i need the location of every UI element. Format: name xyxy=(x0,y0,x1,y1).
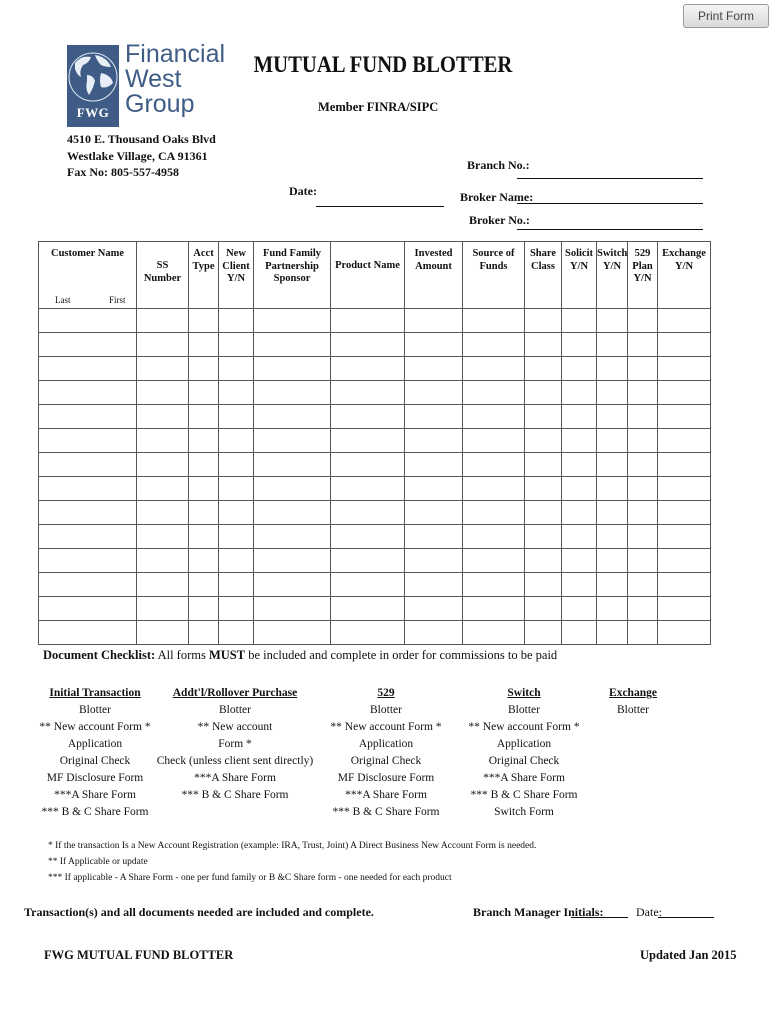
table-cell[interactable] xyxy=(525,621,562,645)
table-cell[interactable] xyxy=(254,477,331,501)
table-cell[interactable] xyxy=(628,309,658,333)
table-cell[interactable] xyxy=(463,429,525,453)
table-cell[interactable] xyxy=(137,429,189,453)
checklist-item: Form * xyxy=(218,738,252,750)
table-row xyxy=(39,405,711,429)
table-cell[interactable] xyxy=(331,621,405,645)
table-cell[interactable] xyxy=(658,525,711,549)
table-cell[interactable] xyxy=(562,453,597,477)
table-cell[interactable] xyxy=(137,309,189,333)
table-cell[interactable] xyxy=(525,357,562,381)
table-row xyxy=(39,501,711,525)
checklist-item: Application xyxy=(358,738,414,750)
checklist-item: *** B & C Share Form xyxy=(41,806,149,818)
table-cell[interactable] xyxy=(405,621,463,645)
column-header xyxy=(331,242,405,309)
table-cell[interactable] xyxy=(137,525,189,549)
table-cell[interactable] xyxy=(405,429,463,453)
table-cell[interactable] xyxy=(331,501,405,525)
checklist-column xyxy=(135,685,335,804)
table-cell[interactable] xyxy=(39,477,137,501)
table-cell[interactable] xyxy=(137,573,189,597)
table-cell[interactable] xyxy=(525,477,562,501)
checklist-item: ** New account xyxy=(197,721,273,733)
table-cell[interactable] xyxy=(628,525,658,549)
checklist-item: ***A Share Form xyxy=(194,772,276,784)
table-cell[interactable] xyxy=(189,477,219,501)
column-header xyxy=(137,242,189,309)
table-cell[interactable] xyxy=(137,453,189,477)
column-header-label: Product Name xyxy=(335,260,400,271)
table-cell[interactable] xyxy=(628,549,658,573)
checklist-item: ***A Share Form xyxy=(54,789,136,801)
print-form-button[interactable]: Print Form xyxy=(683,4,769,28)
table-cell[interactable] xyxy=(219,333,254,357)
table-cell[interactable] xyxy=(39,549,137,573)
checklist-item: Switch Form xyxy=(494,806,554,818)
manager-initials-field[interactable] xyxy=(571,917,628,918)
table-cell[interactable] xyxy=(525,381,562,405)
table-cell[interactable] xyxy=(405,525,463,549)
confirmation-text: Transaction(s) and all documents needed are included and complete. xyxy=(24,905,374,919)
table-cell[interactable] xyxy=(331,357,405,381)
table-cell[interactable] xyxy=(331,525,405,549)
table-cell[interactable] xyxy=(254,357,331,381)
table-cell[interactable] xyxy=(331,549,405,573)
table-cell[interactable] xyxy=(658,429,711,453)
table-cell[interactable] xyxy=(189,549,219,573)
table-cell[interactable] xyxy=(137,477,189,501)
table-cell[interactable] xyxy=(254,381,331,405)
table-cell[interactable] xyxy=(525,573,562,597)
branch-no-label: Branch No.: xyxy=(467,158,530,172)
checklist-text: All forms xyxy=(155,648,209,662)
table-cell[interactable] xyxy=(189,405,219,429)
first-name-label: First xyxy=(109,294,126,305)
table-cell[interactable] xyxy=(463,621,525,645)
column-header xyxy=(628,242,658,309)
table-cell[interactable] xyxy=(658,453,711,477)
table-cell[interactable] xyxy=(137,549,189,573)
table-cell[interactable] xyxy=(405,381,463,405)
table-cell[interactable] xyxy=(219,477,254,501)
checklist-item: ***A Share Form xyxy=(345,789,427,801)
member-text: Member FINRA/SIPC xyxy=(318,100,439,114)
table-cell[interactable] xyxy=(219,621,254,645)
address-line: 4510 E. Thousand Oaks Blvd xyxy=(67,132,216,146)
table-cell[interactable] xyxy=(562,477,597,501)
checklist-item: Check (unless client sent directly) xyxy=(156,755,314,767)
footnotes xyxy=(48,838,536,886)
checklist-item: Original Check xyxy=(350,755,422,767)
manager-initials-label: Branch Manager Initials: xyxy=(473,905,604,919)
table-cell[interactable] xyxy=(254,525,331,549)
checklist-item: MF Disclosure Form xyxy=(46,772,144,784)
checklist-item: MF Disclosure Form xyxy=(337,772,435,784)
table-cell[interactable] xyxy=(39,405,137,429)
table-cell[interactable] xyxy=(137,501,189,525)
table-cell[interactable] xyxy=(137,405,189,429)
table-cell[interactable] xyxy=(597,573,628,597)
table-cell[interactable] xyxy=(39,429,137,453)
checklist-item: Original Check xyxy=(59,755,131,767)
table-cell[interactable] xyxy=(189,429,219,453)
table-cell[interactable] xyxy=(137,597,189,621)
column-header xyxy=(405,242,463,309)
table-cell[interactable] xyxy=(405,549,463,573)
table-cell[interactable] xyxy=(597,453,628,477)
table-row xyxy=(39,381,711,405)
table-cell[interactable] xyxy=(562,573,597,597)
table-cell[interactable] xyxy=(562,549,597,573)
checklist-column-heading: Exchange xyxy=(609,687,657,699)
table-cell[interactable] xyxy=(628,477,658,501)
table-cell[interactable] xyxy=(254,429,331,453)
checklist-item: ** New account Form * xyxy=(39,721,151,733)
table-cell[interactable] xyxy=(628,357,658,381)
footnote: ** If Applicable or update xyxy=(48,857,148,867)
checklist-column-heading: 529 xyxy=(377,687,395,699)
column-header-label: Exchange Y/N xyxy=(662,248,706,272)
table-row xyxy=(39,357,711,381)
column-header xyxy=(219,242,254,309)
table-cell[interactable] xyxy=(189,381,219,405)
table-cell[interactable] xyxy=(137,381,189,405)
table-cell[interactable] xyxy=(39,381,137,405)
table-cell[interactable] xyxy=(254,453,331,477)
table-cell[interactable] xyxy=(189,309,219,333)
table-cell[interactable] xyxy=(525,309,562,333)
table-cell[interactable] xyxy=(658,597,711,621)
column-header-label: New Client Y/N xyxy=(222,248,250,284)
checklist-text: be included and complete in order for commissions to be paid xyxy=(245,648,558,662)
table-cell[interactable] xyxy=(562,357,597,381)
table-cell[interactable] xyxy=(405,333,463,357)
page-title: MUTUAL FUND BLOTTER xyxy=(253,52,513,77)
table-cell[interactable] xyxy=(39,525,137,549)
table-cell[interactable] xyxy=(658,333,711,357)
checklist-column xyxy=(593,685,673,719)
address-line: Westlake Village, CA 91361 xyxy=(67,148,208,163)
checklist-item: Blotter xyxy=(219,704,251,716)
table-cell[interactable] xyxy=(597,549,628,573)
checklist-item: Application xyxy=(496,738,552,750)
table-cell[interactable] xyxy=(219,309,254,333)
table-cell[interactable] xyxy=(219,597,254,621)
checklist-item: Blotter xyxy=(79,704,111,716)
table-cell[interactable] xyxy=(39,453,137,477)
table-cell[interactable] xyxy=(254,621,331,645)
column-header xyxy=(39,242,137,309)
footnote: * If the transaction Is a New Account Registration (example: IRA, Trust, Joint) A Direct Business New Account Form is needed. xyxy=(48,841,537,851)
table-cell[interactable] xyxy=(562,621,597,645)
table-cell[interactable] xyxy=(405,477,463,501)
table-cell[interactable] xyxy=(219,429,254,453)
table-cell[interactable] xyxy=(189,453,219,477)
column-header-label: Share Class xyxy=(529,248,557,272)
broker-no-label: Broker No.: xyxy=(469,213,530,227)
table-cell[interactable] xyxy=(463,573,525,597)
column-header-label: 529 Plan Y/N xyxy=(632,248,653,284)
checklist-column-heading: Addt'l/Rollover Purchase xyxy=(172,687,298,699)
table-cell[interactable] xyxy=(189,357,219,381)
column-header xyxy=(525,242,562,309)
checklist-item: Application xyxy=(67,738,123,750)
column-header xyxy=(463,242,525,309)
table-cell[interactable] xyxy=(597,381,628,405)
checklist-column-heading: Initial Transaction xyxy=(49,687,141,699)
fax-line: Fax No: 805-557-4958 xyxy=(67,165,179,179)
table-cell[interactable] xyxy=(597,309,628,333)
table-cell[interactable] xyxy=(628,621,658,645)
table-cell[interactable] xyxy=(597,405,628,429)
table-cell[interactable] xyxy=(597,477,628,501)
column-header xyxy=(189,242,219,309)
table-row xyxy=(39,333,711,357)
table-cell[interactable] xyxy=(254,597,331,621)
column-header-label: Acct Type xyxy=(192,248,215,272)
manager-date-field[interactable] xyxy=(658,917,714,918)
table-cell[interactable] xyxy=(463,501,525,525)
logo-mark: FWG xyxy=(76,105,110,120)
table-cell[interactable] xyxy=(628,381,658,405)
date-field[interactable] xyxy=(316,206,444,207)
checklist-item: ** New account Form * xyxy=(468,721,580,733)
table-cell[interactable] xyxy=(628,501,658,525)
table-cell[interactable] xyxy=(331,429,405,453)
table-row xyxy=(39,549,711,573)
table-cell[interactable] xyxy=(525,597,562,621)
column-header-label: Fund Family Partnership Sponsor xyxy=(262,248,322,284)
table-cell[interactable] xyxy=(254,501,331,525)
manager-date-label: Date: xyxy=(636,905,662,919)
table-row xyxy=(39,477,711,501)
table-cell[interactable] xyxy=(562,525,597,549)
table-cell[interactable] xyxy=(137,621,189,645)
table-cell[interactable] xyxy=(597,333,628,357)
table-cell[interactable] xyxy=(463,405,525,429)
column-header-label: Invested Amount xyxy=(414,248,453,272)
table-cell[interactable] xyxy=(405,309,463,333)
table-cell[interactable] xyxy=(331,597,405,621)
logo-line-1: Financial xyxy=(125,40,226,68)
table-cell[interactable] xyxy=(562,405,597,429)
checklist-item: *** B & C Share Form xyxy=(181,789,289,801)
table-cell[interactable] xyxy=(137,333,189,357)
broker-no-field[interactable] xyxy=(517,229,703,230)
table-cell[interactable] xyxy=(525,429,562,453)
table-cell[interactable] xyxy=(254,549,331,573)
table-cell[interactable] xyxy=(137,357,189,381)
column-header xyxy=(254,242,331,309)
table-cell[interactable] xyxy=(658,381,711,405)
table-row xyxy=(39,597,711,621)
footer-form-name: FWG MUTUAL FUND BLOTTER xyxy=(44,948,234,962)
table-cell[interactable] xyxy=(39,357,137,381)
table-cell[interactable] xyxy=(219,405,254,429)
table-cell[interactable] xyxy=(189,333,219,357)
table-cell[interactable] xyxy=(219,357,254,381)
table-cell[interactable] xyxy=(39,501,137,525)
table-cell[interactable] xyxy=(658,621,711,645)
table-cell[interactable] xyxy=(463,453,525,477)
table-cell[interactable] xyxy=(658,357,711,381)
checklist-item: ** New account Form * xyxy=(330,721,442,733)
table-row xyxy=(39,453,711,477)
document-checklist xyxy=(43,648,557,663)
table-cell[interactable] xyxy=(254,573,331,597)
table-cell[interactable] xyxy=(525,549,562,573)
table-cell[interactable] xyxy=(658,501,711,525)
table-cell[interactable] xyxy=(628,429,658,453)
table-cell[interactable] xyxy=(628,405,658,429)
last-name-label: Last xyxy=(55,294,71,305)
table-cell[interactable] xyxy=(39,573,137,597)
checklist-item: Blotter xyxy=(370,704,402,716)
broker-name-field[interactable] xyxy=(517,203,703,204)
table-cell[interactable] xyxy=(525,501,562,525)
table-cell[interactable] xyxy=(463,525,525,549)
checklist-must: MUST xyxy=(208,648,246,662)
table-cell[interactable] xyxy=(525,525,562,549)
table-cell[interactable] xyxy=(219,573,254,597)
table-cell[interactable] xyxy=(189,621,219,645)
table-cell[interactable] xyxy=(658,405,711,429)
table-cell[interactable] xyxy=(405,573,463,597)
checklist-item: Original Check xyxy=(488,755,560,767)
table-cell[interactable] xyxy=(254,309,331,333)
table-cell[interactable] xyxy=(463,357,525,381)
table-cell[interactable] xyxy=(463,477,525,501)
table-cell[interactable] xyxy=(405,597,463,621)
table-cell[interactable] xyxy=(405,357,463,381)
address-block xyxy=(67,131,216,181)
table-cell[interactable] xyxy=(405,405,463,429)
column-header-label: Customer Name xyxy=(51,248,124,259)
footer-updated: Updated Jan 2015 xyxy=(640,948,737,962)
table-cell[interactable] xyxy=(405,453,463,477)
table-cell[interactable] xyxy=(562,429,597,453)
table-cell[interactable] xyxy=(597,357,628,381)
column-header xyxy=(562,242,597,309)
checklist-column-heading: Switch xyxy=(507,687,541,699)
blotter-table xyxy=(38,241,711,645)
table-cell[interactable] xyxy=(254,333,331,357)
checklist-item: *** B & C Share Form xyxy=(470,789,578,801)
table-cell[interactable] xyxy=(562,597,597,621)
table-cell[interactable] xyxy=(39,621,137,645)
table-cell[interactable] xyxy=(597,525,628,549)
table-cell[interactable] xyxy=(597,621,628,645)
table-cell[interactable] xyxy=(189,573,219,597)
broker-name-label: Broker Name: xyxy=(460,190,534,204)
table-cell[interactable] xyxy=(189,525,219,549)
table-cell[interactable] xyxy=(562,333,597,357)
table-cell[interactable] xyxy=(219,549,254,573)
column-header-label: Solicit Y/N xyxy=(565,248,593,272)
table-cell[interactable] xyxy=(39,333,137,357)
table-cell[interactable] xyxy=(331,477,405,501)
logo-line-2: West xyxy=(125,65,182,93)
table-cell[interactable] xyxy=(628,573,658,597)
table-cell[interactable] xyxy=(331,333,405,357)
checklist-column xyxy=(439,685,609,821)
table-cell[interactable] xyxy=(331,381,405,405)
table-row xyxy=(39,573,711,597)
table-cell[interactable] xyxy=(39,309,137,333)
table-cell[interactable] xyxy=(628,453,658,477)
table-row xyxy=(39,621,711,645)
checklist-label: Document Checklist: xyxy=(43,648,156,662)
table-cell[interactable] xyxy=(597,429,628,453)
table-cell[interactable] xyxy=(597,501,628,525)
column-header-label: SS Number xyxy=(143,260,182,284)
table-cell[interactable] xyxy=(525,453,562,477)
table-cell[interactable] xyxy=(658,477,711,501)
table-cell[interactable] xyxy=(525,333,562,357)
table-cell[interactable] xyxy=(525,405,562,429)
table-cell[interactable] xyxy=(189,597,219,621)
date-label: Date: xyxy=(289,184,317,198)
table-cell[interactable] xyxy=(331,573,405,597)
table-cell[interactable] xyxy=(658,549,711,573)
footnote: *** If applicable - A Share Form - one per fund family or B &C Share form - one needed for each product xyxy=(48,873,452,883)
table-cell[interactable] xyxy=(331,453,405,477)
table-cell[interactable] xyxy=(628,597,658,621)
table-cell[interactable] xyxy=(219,525,254,549)
column-header-label: Switch Y/N xyxy=(597,248,628,272)
table-row xyxy=(39,429,711,453)
table-cell[interactable] xyxy=(658,309,711,333)
column-header-label: Source of Funds xyxy=(472,248,515,272)
table-cell[interactable] xyxy=(562,309,597,333)
table-cell[interactable] xyxy=(405,501,463,525)
logo-line-3: Group xyxy=(125,90,195,118)
table-cell[interactable] xyxy=(463,549,525,573)
table-cell[interactable] xyxy=(597,597,628,621)
table-cell[interactable] xyxy=(219,381,254,405)
column-header xyxy=(597,242,628,309)
table-cell[interactable] xyxy=(562,501,597,525)
branch-no-field[interactable] xyxy=(517,178,703,179)
table-cell[interactable] xyxy=(331,405,405,429)
table-cell[interactable] xyxy=(254,405,331,429)
table-row xyxy=(39,525,711,549)
table-cell[interactable] xyxy=(463,597,525,621)
column-header xyxy=(658,242,711,309)
table-cell[interactable] xyxy=(463,333,525,357)
table-cell[interactable] xyxy=(628,333,658,357)
table-cell[interactable] xyxy=(189,501,219,525)
table-cell[interactable] xyxy=(219,501,254,525)
checklist-item: Blotter xyxy=(508,704,540,716)
table-cell[interactable] xyxy=(331,309,405,333)
checklist-item: Blotter xyxy=(617,704,649,716)
checklist-item: ***A Share Form xyxy=(483,772,565,784)
table-cell[interactable] xyxy=(39,597,137,621)
checklist-item: *** B & C Share Form xyxy=(332,806,440,818)
table-cell[interactable] xyxy=(219,453,254,477)
table-cell[interactable] xyxy=(562,381,597,405)
table-cell[interactable] xyxy=(658,573,711,597)
table-cell[interactable] xyxy=(463,381,525,405)
table-row xyxy=(39,309,711,333)
table-cell[interactable] xyxy=(463,309,525,333)
